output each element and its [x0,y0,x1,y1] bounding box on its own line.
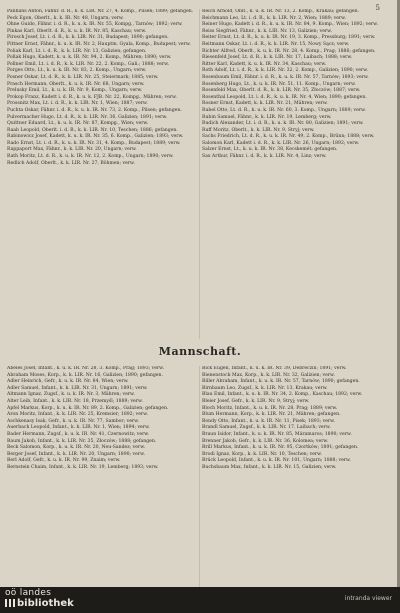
register-entry: Puchta Oskar, Fähnr. i. d. R., k. u. k. IR. Nr. 73, 2. Komp., Pilsen; gefangen. [7,107,182,113]
enlisted-columns [5,366,393,588]
register-entry: Salomon Karl, Kadett i. d. R., k. k. LIR. Nr. 26, Ungarn; 1892; verw. [202,140,360,146]
register-entry: Braun Isidor, Infant., k. u. k. IR. Nr. 85, Máramaros; 1890; verw. [202,431,352,437]
register-entry: Rosenberg Hugo, Lt., k. u. k. IR. Nr. 51, 11. Komp., Ungarn; verw. [202,81,356,87]
section-heading: Mannschaft. [158,345,242,358]
register-entry: Rubin Samuel, Fähnr., k. k. LIR. Nr. 19, Lemberg; verw. [202,114,332,120]
register-entry: Ritter Karl, Kadett, k. u. k. IR. Nr. 34, Kaschau; verw. [202,61,327,67]
register-entry: Bernstein Chaim, Infant., k. k. LIR. Nr. 19, Lemberg; 1893; verw. [7,464,159,470]
register-entry: Adler Heinrich, Gefr., k. u. k. IR. Nr. 84, Wien; verw. [7,379,129,385]
register-entry: Berl Adolf, Gefr., k. u. k. IR. Nr. 99, Znaim; verw. [7,458,121,464]
register-entry: Adler Samuel, Infant., k. k. LIR. Nr. 31, Ungarn; 1891; verw. [7,385,148,391]
register-entry: Apfel Markus, Korp., k. u. k. IR. Nr. 89, 2. Komp., Galizien; gefangen. [7,405,169,411]
register-entry: Reitmann Oskar, Lt. i. d. R., k. k. LIR. Nr. 15, Nowy Sącz; verw. [202,41,350,47]
register-entry: Biller Abraham, Infant., k. u. k. IR. Nr. 57, Tarnów; 1890; gefangen. [202,379,360,385]
register-entry: Rabinowicz Josef, Kadett, k. u. k. IR. Nr. 35, 6. Komp., Galizien; 1893; verw. [7,134,184,140]
register-entry: Brenner Jakob, Gefr., k. k. LIR. Nr. 36, Kolomea; verw. [202,438,329,444]
logo-bar-icon [9,599,11,607]
register-entry: Rubel Otto, Lt. d. R., k. u. k. IR. Nr. 60, 3. Komp., Ungarn; 1889; verw. [202,107,366,113]
register-entry: Abeles Josef, Infant., k. u. k. IR. Nr. 28, 3. Komp., Prag; 1893; verw. [7,366,165,371]
register-entry: Beck Salomon, Korp., k. u. k. IR. Nr. 20, Neu-Sandez; verw. [7,445,146,451]
register-entry: Reiner Hugo, Kadett i. d. R., k. u. k. IR. Nr. 84, 9. Komp., Wien; 1892; verw. [202,22,378,28]
register-entry: Ruff Moritz, Oberlt., k. k. LIR. Nr. 9, Stryj; verw. [202,127,315,133]
register-entry: Quittner Eduard, Lt., k. u. k. IR. Nr. 87, Kompg., Wien; verw. [7,121,149,127]
register-entry: Ohne Guido, Fähnr. i. d. R., k. u. k. IR. Nr. 55, Kompg., Tarnów; 1892; verw. [7,22,183,28]
register-entry: Aron Moritz, Infant., k. k. LIR. Nr. 25, Kremsier; 1892; verw. [7,412,148,418]
register-entry: Poliak Karl, Lt. i. d. R., k. k. LIR. Nr. 13, Galizien; gefangen. [7,48,147,54]
register-entry: Raab Leopold, Oberlt. i. d. R., k. k. LIR. Nr. 10, Teschen; 1886; gefangen. [7,127,178,133]
register-entry: Prossnitz Max, Lt. i. d. R., k. k. LIR. Nr. 1, Wien; 1887; verw. [7,101,148,107]
logo-line-2 [5,598,105,610]
register-entry: Bondy Otto, Infant., k. u. k. IR. Nr. 11, Pisek; 1893; verw. [202,418,335,424]
register-entry: Brill Markus, Infant., k. u. k. IR. Nr. 95, Czortków; 1891; gefangen. [202,445,359,451]
register-entry: Pollak Hugo, Kadett, k. u. k. IR. Nr. 94, 2. Komp., Mähren; 1890; verw. [7,55,172,61]
register-entry: Rath Moritz, Lt. d. R., k. u. k. IR. Nr. 12, 2. Komp., Ungarn; 1890; verw. [7,154,174,160]
register-entry: Berger Josef, Infant., k. k. LIR. Nr. 20, Ungarn; 1890; verw. [7,451,145,457]
register-entry: Sax Arthur, Fähnr. i. d. R., k. k. LIR. Nr. 4, Linz; verw. [202,154,327,160]
register-entry: Bleier Josef, Gefr., k. k. LIR. Nr. 9, Stryj; verw. [202,398,310,404]
logo-bar-icon [5,599,7,607]
register-entry: Reich Arnold, Oblt., k. u. k. IR. Nr. 13, 2. Komp., Krakau; gefangen. [202,9,360,14]
library-logo[interactable] [5,588,105,612]
register-entry: Bienenstock Max, Korp., k. k. LIR. Nr. 32, Galizien; verw. [202,372,335,378]
register-entry: Rosenfeld Max, Oberlt. d. R., k. k. LIR. Nr. 35, Złoczów; 1887; verw. [202,88,361,94]
register-entry: Bader Hermann, Zugsf., k. u. k. IR. Nr. 41, Czernowitz; verw. [7,431,150,437]
page-number: 5 [375,4,380,12]
register-entry: Buchsbaum Max, Infant., k. k. LIR. Nr. 15, Galizien; verw. [202,464,337,470]
register-entry: Reiss Siegfried, Fähnr., k. k. LIR. Nr. 13, Galizien; verw. [202,28,332,34]
column-right-top [199,9,393,339]
register-entry: Rosenthal Leopold, Lt. i. d. R., k. u. k. IR. Nr. 4, Wien; 1890; gefangen. [202,94,367,100]
register-entry: Roth Adolf, Lt. i. d. R., k. k. LIR. Nr. 32, 2. Komp., Galizien; 1890; verw. [202,68,368,74]
register-entry: Richter Alfred, Oberlt., k. u. k. IR. Nr. 28, 4. Komp., Prag; 1886; gefangen. [202,48,376,54]
register-entry: Posner Oskar, Lt. d. R., k. k. LIR. Nr. 25, Steiermark; 1885; verw. [7,74,159,80]
register-entry: Pinkas Karl, Oberlt. d. R., k. u. k. IR. Nr. 85, Kaschau; verw. [7,28,147,34]
column-left-bottom [5,366,199,588]
register-entry: Auerbach Leopold, Infant., k. k. LIR. Nr. 1, Wien; 1894; verw. [7,425,150,431]
register-entry: Reichmann Leo, Lt. i. d. R., k. k. LIR. Nr. 2, Wien; 1889; verw. [202,15,346,21]
column-right-bottom [199,366,393,588]
register-entry: Brandl Samuel, Zugsf., k. k. LIR. Nr. 17, Laibach; verw. [202,425,331,431]
register-entry: Prokop Franz, Kadett i. d. R., k. u. k. FJB. Nr. 22, Kompg., Mähren; verw. [7,94,177,100]
register-entry: Altmann Ignaz, Zugsf., k. u. k. IR. Nr. 3, Mähren; verw. [7,392,135,398]
register-entry: Peck Egon, Oberlt., k. k. IR. Nr. 48, Ungarn; verw. [7,15,124,21]
register-entry: Prelusky Emil, Lt., k. u. k. IR. Nr. 9, Komp., Ungarn; verw. [7,88,143,94]
register-entry: Aschkenasy Isak, Gefr., k. u. k. IR. Nr. 77, Sambor; verw. [7,418,139,424]
register-entry: Alter Leib, Infant., k. k. LIR. Nr. 18, Przemyśl; 1889; verw. [7,398,143,404]
logo-text: bibliothek [17,598,74,609]
register-entry: Brück Leopold, Infant., k. u. k. IR. Nr. 101, Ungarn; 1888; verw. [202,458,351,464]
register-entry: Bloch Moritz, Infant., k. u. k. IR. Nr. 28, Prag; 1889; verw. [202,405,338,411]
register-entry: Riesenfeld Josef, Lt. d. R., k. k. LIR. Nr. 17, Laibach; 1888; verw. [202,55,353,61]
register-entry: Pittner Ernst, Fähnr., k. u. k. IR. Nr. 2, Hauptm. Gyala, Komp., Budapest; verw. [7,41,191,47]
register-entry: Porges Otto, Lt., k. u. k. IR. Nr. 83, 2. Komp., Ungarn; verw. [7,68,147,74]
officer-columns [5,9,393,339]
register-entry: Rado Ernst, Lt. i. d. R., k. u. k. IR. Nr. 31, 4. Komp., Budapest; 1889; verw. [7,140,181,146]
register-entry: Prasch Hermann, Oberlt., k. u. k. IR. Nr. 68, Ungarn; verw. [7,81,145,87]
register-entry: Pollner Emil, Lt. i. d. R., k. k. LIR. Nr. 22, 2. Komp., Gali.; 1888; verw. [7,61,169,67]
register-entry: Blum Hermann, Korp., k. k. LIR. Nr. 21, Mähren; gefangen. [202,412,341,418]
register-entry: Rosenbaum Emil, Fähnr. i. d. R., k. u. k. IR. Nr. 57, Tarnów; 1893; verw. [202,74,369,80]
register-entry: Rappaport Max, Fähnr., k. k. LIR. Nr. 20, Ungarn; verw. [7,147,137,153]
register-entry: Panhans Anton, Fähnr. d. R., k. k. LIR. Nr. 27, 4. Komp., Pilsen; 1889; gefangen. [7,9,194,14]
register-entry: Salzer Ernst, Lt., k. u. k. IR. Nr. 38, Kecskemét; gefangen. [202,147,338,153]
register-entry: Bick Eugen, Infant., k. u. k. IR. Nr. 39, Debreczin; 1891; verw. [202,366,347,371]
register-entry: Blau Emil, Infant., k. u. k. IR. Nr. 34, 2. Komp., Kaschau; 1892; verw. [202,392,363,398]
register-entry: Brodi Ignaz, Korp., k. k. LIR. Nr. 10, Teschen; verw. [202,451,322,457]
register-entry: Redlich Adolf, Oberlt., k. k. LIR. Nr. 27, Böhmen; verw. [7,160,135,166]
register-entry: Abraham Moses, Korp., k. k. LIR. Nr. 16, Galizien; 1890; gefangen. [7,372,163,378]
column-left-top [5,9,199,339]
logo-line-1: oö landes [5,588,52,598]
register-entry: Pulvermacher Hugo, Lt. d. R., k. k. LIR. Nr. 36, Galizien; 1891; verw. [7,114,168,120]
register-entry: Pirosch Josef, Lt. i. d. R., k. k. LIR. Nr. 31, Budapest; 1890; gefangen. [7,35,169,41]
viewer-label[interactable]: intranda viewer [344,595,392,602]
register-entry: Rudich Alexander, Lt. i. d. R., k. u. k. IR. Nr. 80, Galizien; 1891; verw. [202,121,364,127]
register-entry: Rosner Ernst, Kadett, k. k. LIR. Nr. 21, Mähren; verw. [202,101,328,107]
register-entry: Sachs Friedrich, Lt. d. R., k. u. k. IR. Nr. 49, 2. Komp., Brünn; 1888; verw. [202,134,375,140]
viewer-footer [0,587,400,613]
register-entry: Reiter Ernst, Lt. d. R., k. u. k. IR. Nr. 19, 3. Komp., Pressburg; 1891; verw. [202,35,376,41]
register-entry: Baum Jakob, Infant., k. k. LIR. Nr. 35, Złoczów; 1888; gefangen. [7,438,157,444]
register-entry: Birnbaum Leo, Zugsf., k. k. LIR. Nr. 13, Krakau; verw. [202,385,328,391]
logo-bar-icon [13,599,15,607]
